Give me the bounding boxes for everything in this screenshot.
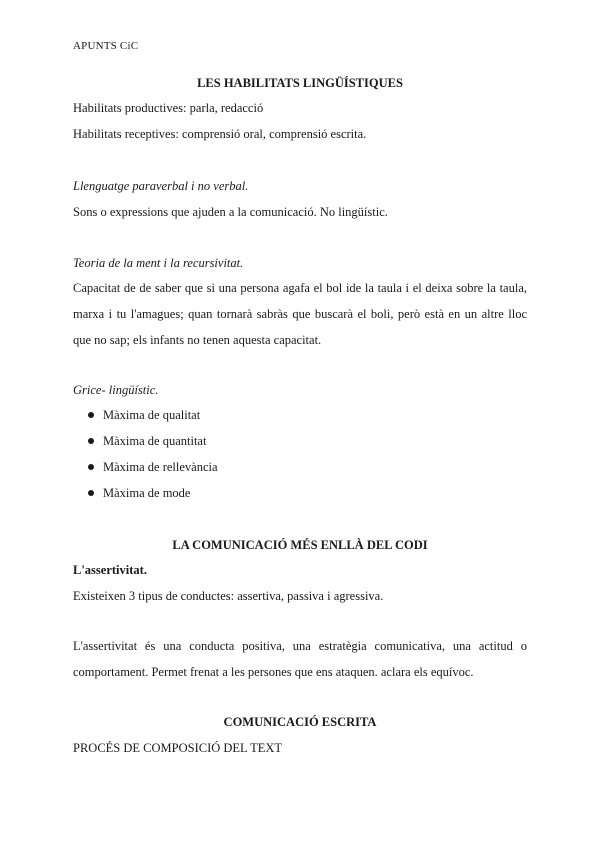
- paraverbal-text: Sons o expressions que ajuden a la comunicació. No lingüístic.: [73, 205, 388, 219]
- paraverbal-subtitle: Llenguatge paraverbal i no verbal.: [73, 179, 249, 193]
- bullet-icon: [88, 464, 94, 470]
- list-item: [73, 480, 527, 506]
- section-title-habilitats: LES HABILITATS LINGÜÍSTIQUES: [197, 76, 403, 90]
- bullet-icon: [88, 412, 94, 418]
- receptive-skills-line: Habilitats receptives: comprensió oral, comprensió escrita.: [73, 127, 367, 141]
- grice-maxims-list: [73, 402, 527, 506]
- list-item-label: Màxima de mode: [103, 486, 191, 500]
- assertivitat-paragraph: L'assertivitat és una conducta positiva, una estratègia comunicativa, una actitud o comportament. Permet frenat a les persones que ens ataquen. aclara els equívoc.: [73, 639, 527, 679]
- mind-theory-subtitle: Teoria de la ment i la recursivitat.: [73, 256, 244, 270]
- productive-skills-line: Habilitats productives: parla, redacció: [73, 101, 264, 115]
- list-item-label: Màxima de rellevància: [103, 460, 218, 474]
- mind-theory-paragraph: Capacitat de de saber que si una persona agafa el bol ide la taula i el deixa sobre la taula, marxa i tu l'amagues; quan tornarà sabràs que buscarà el boli, però està en un altre lloc que no sap; els infants no tenen aquesta capacitat.: [73, 281, 527, 347]
- list-item-label: Màxima de quantitat: [103, 434, 207, 448]
- list-item-label: Màxima de qualitat: [103, 408, 201, 422]
- bullet-icon: [88, 438, 94, 444]
- list-item: [73, 454, 527, 480]
- composition-process-heading: PROCÉS DE COMPOSICIÓ DEL TEXT: [73, 741, 283, 755]
- section-title-escrita: COMUNICACIÓ ESCRITA: [223, 715, 377, 729]
- grice-subtitle: Grice- lingüístic.: [73, 383, 159, 397]
- bullet-icon: [88, 490, 94, 496]
- list-item: [73, 428, 527, 454]
- list-item: [73, 402, 527, 428]
- behaviour-types-line: Existeixen 3 tipus de conductes: assertiva, passiva i agressiva.: [73, 589, 384, 603]
- section-title-comunicacio: LA COMUNICACIÓ MÉS ENLLÀ DEL CODI: [172, 538, 428, 552]
- document-header: APUNTS CiC: [73, 40, 139, 52]
- assertivitat-subtitle: L'assertivitat.: [73, 563, 147, 577]
